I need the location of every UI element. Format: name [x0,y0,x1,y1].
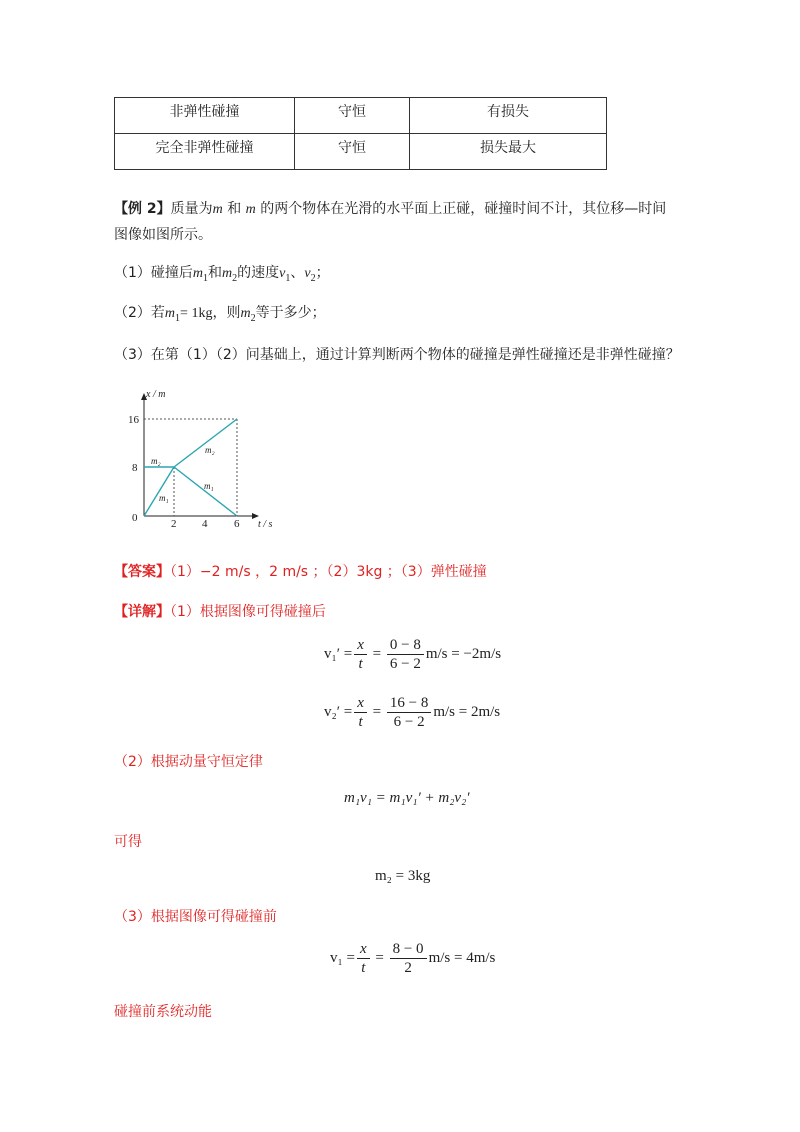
m2-symbol: m [240,306,251,321]
detail-step-2: （2）根据动量守恒定律 [114,754,263,770]
y-tick: 16 [128,414,139,426]
stem-text-a: 质量为 [170,201,213,217]
detail-tag: 【详解】 [114,604,170,620]
equation-v1-before: v₁ = $\frac{x}{t}$ = $\frac{8 - 0}{2}$ m/s = 4m/s [330,941,496,976]
x-tick: 6 [234,518,240,530]
answer-tag: 【答案】 [114,564,170,580]
collision-summary-table [114,97,607,170]
x-tick: 2 [171,518,177,530]
eq2-lhs: v₂′ = [324,704,353,720]
eq5-denominator: 2 [404,960,412,976]
m1-symbol: m [192,266,204,281]
eq1-numerator: 0 − 8 [387,636,424,655]
m2-symbol: m [222,266,233,281]
kede-text: 可得 [114,834,142,850]
v1-symbol: v [279,266,286,281]
table-cell: 非弹性碰撞 [115,98,295,134]
q1-and: 和 [208,265,223,281]
mass-symbol: m [212,202,223,217]
m1-after-line [174,467,237,516]
eq2-denominator: 6 − 2 [393,714,425,730]
example-tag: 【例 2】 [114,201,171,217]
m2-after-line [174,419,237,467]
example-stem-line2: 图像如图所示。 [114,227,212,243]
eq1-rhs: m/s = −2m/s [425,646,502,662]
mass-result: m₂ = 3kg [375,868,431,884]
eq2-x: x [354,694,367,713]
q2-mass-value: = 1kg [180,306,213,321]
table-cell: 有损失 [410,98,607,134]
q2-text: （2）若 [114,305,165,321]
q1-text: （1）碰撞后 [114,265,193,281]
v2-symbol: v [304,266,311,281]
question-2: （2）若$m_1= 1kg$，则$m_2$等于多少； [114,305,326,324]
eq5-x: x [357,940,370,959]
table-row [115,134,607,170]
q1-velocity-text: 的速度 [237,265,280,281]
eq1-t: t [358,656,363,672]
y-tick: 8 [132,462,138,474]
detail-line-1 [114,601,326,621]
eq1-lhs: v₁′ = [324,646,353,662]
eq5-t: t [361,960,366,976]
table-cell: 完全非弹性碰撞 [115,134,295,170]
question-3: （3）在第（1）（2）问基础上，通过计算判断两个物体的碰撞是弹性碰撞还是非弹性碰撞？ [114,347,680,363]
y-axis-label: x / m [146,389,166,400]
table-cell: 守恒 [295,98,410,134]
line-label-m1: m₁ [159,493,169,503]
table-cell: 守恒 [295,134,410,170]
momentum-equation: m₁v₁ = m₁v₁′ + m₂v₂′ [344,790,470,806]
x-axis-label: t / s [258,519,273,530]
eq2-numerator: 16 − 8 [387,694,431,713]
eq1-denominator: 6 − 2 [389,656,421,672]
answer-line [114,561,487,581]
eq2-rhs: m/s = 2m/s [433,704,501,720]
detail-step-1: （1）根据图像可得碰撞后 [170,604,326,620]
stem-text-b: 的两个物体在光滑的水平面上正碰，碰撞时间不计，其位移—时间 [255,201,667,217]
line-label-m2: m₂ [205,445,215,455]
y-tick: 0 [132,512,138,524]
table-row [115,98,607,134]
mass-symbol: m [245,202,256,217]
q1-end: ； [315,265,330,281]
q2-text-c: 等于多少； [255,305,326,321]
answer-text: （1）−2 m/s ，2 m/s ；（2）3kg ；（3）弹性碰撞 [170,564,487,580]
position-time-graph [110,385,290,533]
q2-text-b: ，则 [212,305,241,321]
example-stem [114,198,666,218]
eq5-lhs: v₁ = [330,950,355,966]
detail-step-3: （3）根据图像可得碰撞前 [114,909,277,925]
eq5-numerator: 8 − 0 [390,940,427,959]
equation-v1-after: v₁′ = $\frac{x}{t}$ = $\frac{0 - 8}{6 - 2}$ m/s = −2m/s [324,637,502,672]
stem-and: 和 [222,201,246,217]
m1-symbol: m [164,306,176,321]
eq1-x: x [354,636,367,655]
detail-step-4: 碰撞前系统动能 [114,1004,212,1020]
eq2-t: t [358,714,363,730]
equation-v2-after: v₂′ = $\frac{x}{t}$ = $\frac{16 - 8}{6 - 2}$ m/s = 2m/s [324,695,501,730]
question-1: （1）碰撞后$m_1$和$m_2$的速度$v_1$、$v_2$； [114,265,330,284]
line-label-m1: m₁ [204,481,214,491]
x-tick: 4 [202,518,208,530]
m1-before-line [144,467,174,516]
q1-sep: 、 [290,265,305,281]
line-label-m2: m₂ [151,456,161,466]
table-cell: 损失最大 [410,134,607,170]
eq5-rhs: m/s = 4m/s [428,950,496,966]
